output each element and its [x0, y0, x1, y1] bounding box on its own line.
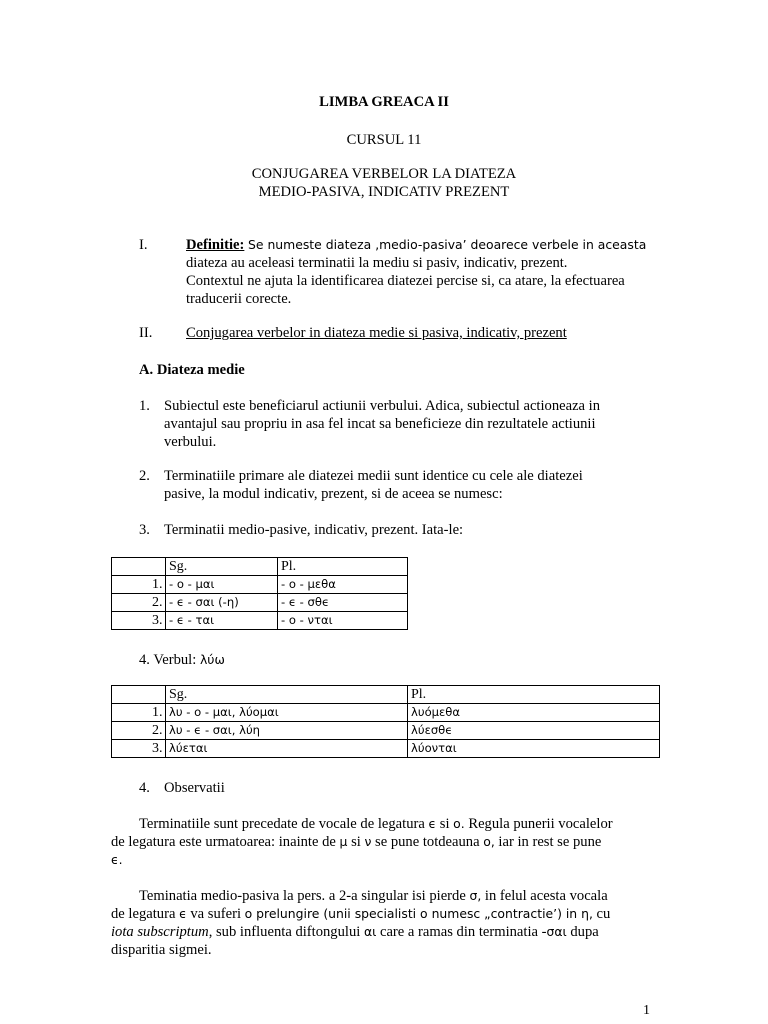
text-run: in felul acesta vocala	[481, 888, 608, 904]
subtitle-line-2: MEDIO-PASIVA, INDICATIV PREZENT	[258, 184, 510, 200]
page-number: 1	[643, 1003, 650, 1018]
item-2-line-1: Terminatiile primare ale diatezei medii sunt identice cu cele ale diatezei	[164, 468, 583, 484]
table-header-cell: Pl.	[408, 686, 660, 704]
greek-glyph: η,	[581, 906, 593, 921]
table-row	[112, 594, 408, 612]
text-run: va suferi	[186, 906, 245, 922]
item-1-line-1: Subiectul este beneficiarul actiunii verbului. Adica, subiectul actioneaza in	[164, 398, 601, 414]
table-cell: - ο - νται	[278, 612, 408, 630]
paragraph-1-line-1	[139, 815, 613, 833]
table-header-cell	[112, 558, 166, 576]
item-3-number: 3.	[139, 522, 150, 538]
table-cell: 2.	[112, 722, 166, 740]
paragraph-2-line-3	[111, 923, 599, 941]
text-run: Terminatiile sunt precedate de vocale de legatura	[139, 816, 429, 832]
table-cell: 3.	[112, 612, 166, 630]
observations-number: 4.	[139, 780, 150, 796]
table-row	[112, 740, 660, 758]
subtitle-line-1: CONJUGAREA VERBELOR LA DIATEZA	[251, 166, 517, 182]
text-run: si	[347, 834, 365, 850]
paragraph-2-line-2	[111, 905, 610, 923]
document-title: LIMBA GREACA II	[319, 94, 449, 110]
table-cell: - ο - μεθα	[278, 576, 408, 594]
section-2-heading: Conjugarea verbelor in diateza medie si pasiva, indicativ, prezent	[186, 325, 567, 341]
table-header-cell: Sg.	[166, 558, 278, 576]
item-3-line-1: Terminatii medio-pasive, indicativ, prezent. Iata-le:	[164, 522, 464, 538]
text-run: Regula punerii vocalelor	[464, 816, 613, 832]
table-row	[112, 704, 660, 722]
text-run: dupa	[566, 924, 599, 940]
greek-glyph: ο.	[453, 816, 465, 831]
table-cell: 2.	[112, 594, 166, 612]
greek-glyph: ν	[364, 834, 372, 849]
table-cell: λυ - ο - μαι, λύομαι	[166, 704, 408, 722]
greek-glyph: σαι	[546, 924, 567, 939]
text-run: iar in rest se pune	[494, 834, 602, 850]
greek-glyph: ο,	[483, 834, 495, 849]
observations-label: Observatii	[164, 780, 225, 796]
table-cell: 1.	[112, 704, 166, 722]
paragraph-1-line-2	[111, 833, 601, 851]
course-number: CURSUL 11	[346, 132, 422, 148]
item-2-line-2: pasive, la modul indicativ, prezent, si de aceea se numesc:	[164, 486, 503, 502]
table-row	[112, 558, 408, 576]
text-run: de legatura este urmatoarea: inainte de	[111, 834, 340, 850]
table-cell: - ο - μαι	[166, 576, 278, 594]
table-cell: - ϵ - σαι (-η)	[166, 594, 278, 612]
item-1-line-3: verbului.	[164, 434, 217, 450]
greek-glyph: σ,	[469, 888, 482, 903]
paragraph-2-line-1	[139, 887, 608, 905]
item-1-number: 1.	[139, 398, 150, 414]
verb-greek: λύω	[199, 652, 225, 667]
table-header-cell: Sg.	[166, 686, 408, 704]
definition-line-3: Contextul ne ajuta la identificarea diatezei percise si, ca atare, la efectuarea	[186, 273, 625, 289]
definition-term: Definitie:	[186, 237, 245, 253]
paragraph-2-line-4: disparitia sigmei.	[111, 942, 212, 958]
section-1-marker: I.	[139, 237, 148, 253]
table-cell: λύεσθϵ	[408, 722, 660, 740]
greek-glyph: μ	[339, 834, 348, 849]
definition-line-1	[186, 236, 646, 254]
verb-heading	[139, 651, 225, 669]
table-cell: - ϵ - ται	[166, 612, 278, 630]
definition-line-2: diateza au aceleasi terminatii la mediu si pasiv, indicativ, prezent.	[186, 255, 568, 271]
text-run: cu	[592, 906, 611, 922]
text-run: o prelungire (unii specialisti o numesc „contractie’) in	[244, 906, 582, 921]
table-cell: λυόμεθα	[408, 704, 660, 722]
text-run: Teminatia medio-pasiva la pers. a 2-a singular isi pierde	[139, 888, 470, 904]
definition-line-4: traducerii corecte.	[186, 291, 292, 307]
greek-glyph: ϵ	[179, 906, 187, 921]
text-run: si	[436, 816, 454, 832]
item-2-number: 2.	[139, 468, 150, 484]
section-2-marker: II.	[139, 325, 153, 341]
text-run: de legatura	[111, 906, 180, 922]
paragraph-1-line-3: ϵ.	[111, 852, 123, 867]
greek-glyph: αι	[363, 924, 377, 939]
text-run: se pune totdeauna	[371, 834, 484, 850]
text-run: iota subscriptum	[111, 924, 209, 940]
table-row	[112, 612, 408, 630]
table-cell: λύεται	[166, 740, 408, 758]
verb-conjugation-table	[111, 685, 660, 758]
table-row	[112, 576, 408, 594]
table-header-cell	[112, 686, 166, 704]
table-header-cell: Pl.	[278, 558, 408, 576]
table-cell: λύονται	[408, 740, 660, 758]
table-cell: - ϵ - σθϵ	[278, 594, 408, 612]
greek-glyph: ϵ	[428, 816, 437, 831]
text-run: care a ramas din terminatia -	[376, 924, 547, 940]
item-1-line-2: avantajul sau propriu in asa fel incat sa beneficieze din rezultatele actiunii	[164, 416, 596, 432]
endings-table	[111, 557, 408, 630]
table-row	[112, 686, 660, 704]
table-cell: 3.	[112, 740, 166, 758]
verb-label: 4. Verbul:	[139, 652, 200, 668]
definition-text-1: Se numeste diateza ‚medio-pasiva’ deoarece verbele in aceasta	[248, 237, 647, 252]
text-run: , sub influenta diftongului	[208, 924, 364, 940]
table-cell: 1.	[112, 576, 166, 594]
table-row	[112, 722, 660, 740]
table-cell: λυ - ϵ - σαι, λύη	[166, 722, 408, 740]
section-a-heading: A. Diateza medie	[139, 362, 245, 378]
